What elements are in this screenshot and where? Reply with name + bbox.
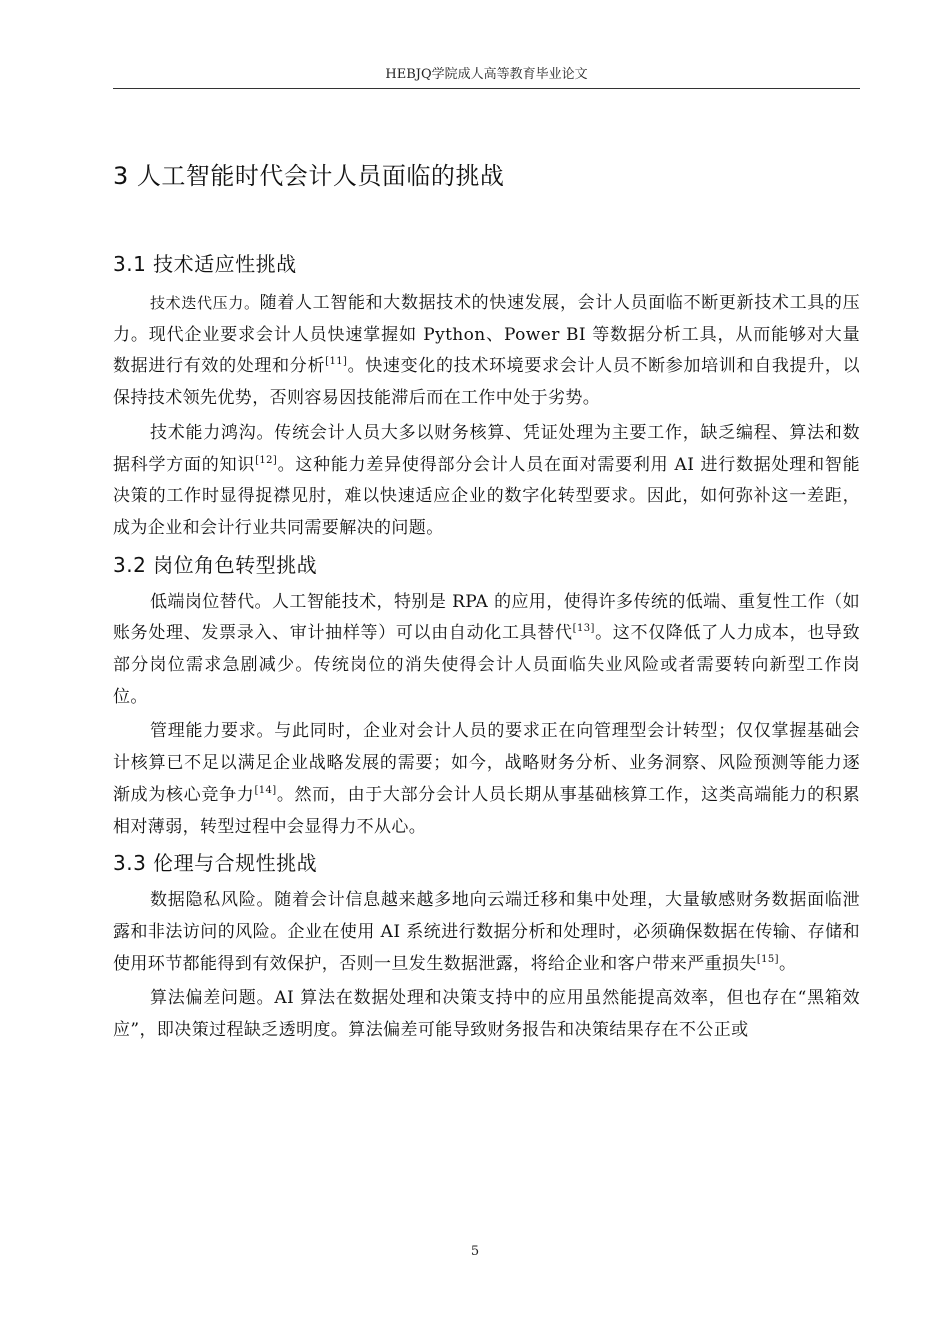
running-header: HEBJQ学院成人高等教育毕业论文: [385, 67, 588, 82]
paragraph-text: 。然而，由于大部分会计人员长期从事基础核算工作，这类高端能力的积累相对薄弱，转型过程中会显得力不从心。: [113, 784, 860, 837]
paragraph-text: 随着人工智能和大数据技术的快速发展，会计人员面临不断更新技术工具的压力。现代企业要求会计人员快速掌握如 Python、Power BI 等数据分析工具，从而能够对大量数据进行有效的处理和分析: [113, 293, 860, 377]
paragraph-lead: 技术迭代压力。: [150, 294, 260, 312]
citation: [12]: [255, 454, 278, 466]
chapter-title: 3 人工智能时代会计人员面临的挑战: [113, 162, 505, 190]
paragraph: [113, 716, 860, 843]
header-divider: [113, 88, 860, 89]
paragraph-text: 数据隐私风险。随着会计信息越来越多地向云端迁移和集中处理，大量敏感财务数据面临泄露和非法访问的风险。企业在使用 AI 系统进行数据分析和处理时，必须确保数据在传输、存储和使用环节都能得到有效保护，否则一旦发生数据泄露，将给企业和客户带来严重损失: [113, 890, 860, 974]
page-body: [113, 158, 860, 1047]
section-heading: 3.3 伦理与合规性挑战: [113, 851, 318, 876]
paragraph: [113, 418, 860, 545]
paragraph-text: 。: [778, 953, 797, 974]
section-heading: 3.1 技术适应性挑战: [113, 252, 297, 276]
paragraph-text: 低端岗位替代。人工智能技术，特别是 RPA 的应用，使得许多传统的低端、重复性工作（如账务处理、发票录入、审计抽样等）可以由自动化工具替代: [113, 591, 860, 644]
section-3-2: [113, 549, 860, 844]
paragraph: [113, 983, 860, 1046]
citation: [13]: [572, 623, 595, 635]
paragraph-text: 。快速变化的技术环境要求会计人员不断参加培训和自我提升，以保持技术领先优势，否则容易因技能滞后而在工作中处于劣势。: [113, 356, 860, 409]
paragraph-text: 技术能力鸿沟。传统会计人员大多以财务核算、凭证处理为主要工作，缺乏编程、算法和数据科学方面的知识: [113, 422, 860, 475]
paragraph-text: 算法偏差问题。AI 算法在数据处理和决策支持中的应用虽然能提高效率，但也存在“黑箱效应”，即决策过程缺乏透明度。算法偏差可能导致财务报告和决策结果存在不公正或: [113, 988, 860, 1041]
paragraph: [113, 288, 860, 415]
section-3-3: [113, 847, 860, 1047]
paragraph: [113, 587, 860, 714]
paragraph-text: 管理能力要求。与此同时，企业对会计人员的要求正在向管理型会计转型；仅仅掌握基础会计核算已不足以满足企业战略发展的需要；如今，战略财务分析、业务洞察、风险预测等能力逐渐成为核心竞争力: [113, 721, 860, 805]
paragraph-text: 。这不仅降低了人力成本，也导致部分岗位需求急剧减少。传统岗位的消失使得会计人员面临失业风险或者需要转向新型工作岗位。: [113, 623, 861, 707]
paragraph-text: 。这种能力差异使得部分会计人员在面对需要利用 AI 进行数据处理和智能决策的工作时显得捉襟见肘，难以快速适应企业的数字化转型要求。因此，如何弥补这一差距，成为企业和会计行业共同需要解决的问题。: [113, 454, 860, 538]
paragraph: [113, 885, 860, 980]
section-3-1: [113, 248, 860, 545]
citation: [15]: [756, 953, 779, 965]
page-number: 5: [470, 1244, 480, 1259]
citation: [14]: [254, 784, 277, 796]
citation: [11]: [325, 356, 348, 368]
section-heading: 3.2 岗位角色转型挑战: [113, 552, 318, 577]
